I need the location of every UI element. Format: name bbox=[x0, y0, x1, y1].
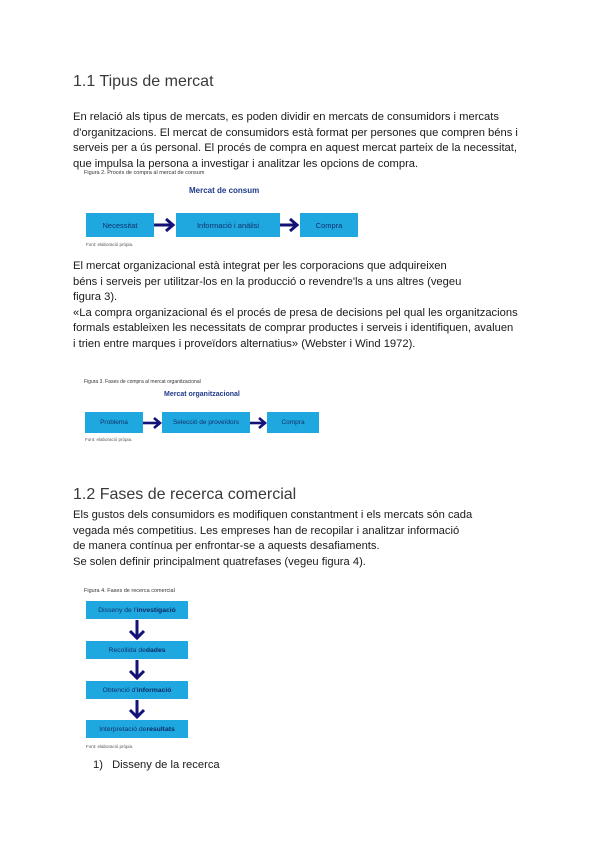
flow-box-compra: Compra bbox=[267, 412, 319, 433]
box-text-bold: dades bbox=[145, 646, 166, 654]
text-line: Els gustos dels consumidors es modifiquen constantment i els mercats són cada bbox=[73, 509, 473, 521]
box-text: Disseny de l' bbox=[98, 606, 137, 614]
flow-box-problema: Problema bbox=[85, 412, 143, 433]
flow-box-necessitat: Necessitat bbox=[86, 213, 154, 237]
text-line: i trien entre marques i proveïdors alternatius» (Webster i Wind 1972). bbox=[73, 337, 416, 350]
figure-3 bbox=[84, 379, 334, 445]
flow-arrows bbox=[84, 379, 334, 445]
figure-source: Font: elaboració pròpia. bbox=[86, 744, 134, 749]
section-title: 1.2 Fases de recerca comercial bbox=[73, 486, 297, 503]
flow-box-informacio: Informació i anàlisi bbox=[176, 213, 280, 237]
arrow-right-icon bbox=[143, 418, 160, 428]
arrow-right-icon bbox=[154, 219, 173, 231]
flow-arrows bbox=[84, 170, 374, 250]
arrow-down-icon bbox=[130, 620, 144, 638]
box-text-bold: resultats bbox=[146, 725, 175, 733]
box-text: Interpretació de bbox=[99, 725, 147, 733]
figure-caption: Figura 4. Fases de recerca comercial bbox=[84, 588, 175, 594]
figure-title: Mercat organitzacional bbox=[164, 391, 240, 398]
paragraph bbox=[73, 259, 518, 352]
flow-box-compra: Compra bbox=[300, 213, 358, 237]
list-text: Disseny de la recerca bbox=[112, 759, 220, 771]
box-text-bold: investigació bbox=[136, 606, 176, 614]
text-line: Se solen definir principalment quatrefases (vegeu figura 4). bbox=[73, 555, 366, 568]
text-line: figura 3). bbox=[73, 291, 118, 303]
text-line: béns i serveis per utilitzar-los en la producció o revendre'ls a uns altres (vegeu bbox=[73, 275, 462, 288]
text-line: vegada més competitius. Les empreses han de recopilar i analitzar informació bbox=[73, 524, 460, 537]
flow-arrows bbox=[84, 588, 194, 752]
box-text: Obtenció d' bbox=[102, 686, 137, 694]
text-line: serveis per a ús personal. El procés de compra en aquest mercat parteix de la necessitat, bbox=[73, 142, 517, 154]
arrow-right-icon bbox=[280, 219, 297, 231]
text-line: que impulsa la persona a investigar i analitzar les opcions de compra. bbox=[73, 157, 419, 170]
arrow-down-icon bbox=[130, 700, 144, 717]
paragraph bbox=[73, 508, 472, 570]
box-text-bold: informació bbox=[136, 686, 172, 694]
list-item bbox=[93, 758, 220, 774]
text-line: En relació als tipus de mercats, es poden dividir en mercats de consumidors i mercats bbox=[73, 111, 499, 123]
list-number: 1) bbox=[93, 759, 103, 771]
text-line: de manera contínua per enfrontar-se a aquests desafiaments. bbox=[73, 540, 380, 552]
arrow-down-icon bbox=[130, 660, 144, 678]
section-title: 1.1 Tipus de mercat bbox=[73, 73, 214, 90]
text-line: d'organitzacions. El mercat de consumidors està format per persones que compren béns i bbox=[73, 126, 518, 139]
arrow-right-icon bbox=[250, 418, 265, 428]
text-line: formals estableixen les necessitats de comprar productes i serveis i identifiquen, avaluen bbox=[73, 322, 514, 334]
figure-caption: Figura 2. Procés de compra al mercat de consum bbox=[84, 170, 205, 176]
box-text: Recollida de bbox=[108, 646, 146, 654]
text-line: «La compra organizacional és el procés de presa de decisions pel qual les organitzacions bbox=[73, 306, 518, 319]
text-line: El mercat organizacional està integrat per les corporacions que adquireixen bbox=[73, 260, 447, 272]
paragraph bbox=[73, 110, 518, 172]
figure-source: Font: elaboració pròpia. bbox=[86, 242, 134, 247]
figure-title: Mercat de consum bbox=[189, 186, 260, 195]
figure-2 bbox=[84, 170, 374, 250]
figure-source: Font: elaboració pròpia. bbox=[85, 437, 133, 442]
figure-caption: Figura 3. Fases de compra al mercat organitzacional bbox=[84, 379, 201, 385]
figure-4 bbox=[84, 588, 194, 752]
flow-box-seleccio: Selecció de proveïdors bbox=[162, 412, 250, 433]
